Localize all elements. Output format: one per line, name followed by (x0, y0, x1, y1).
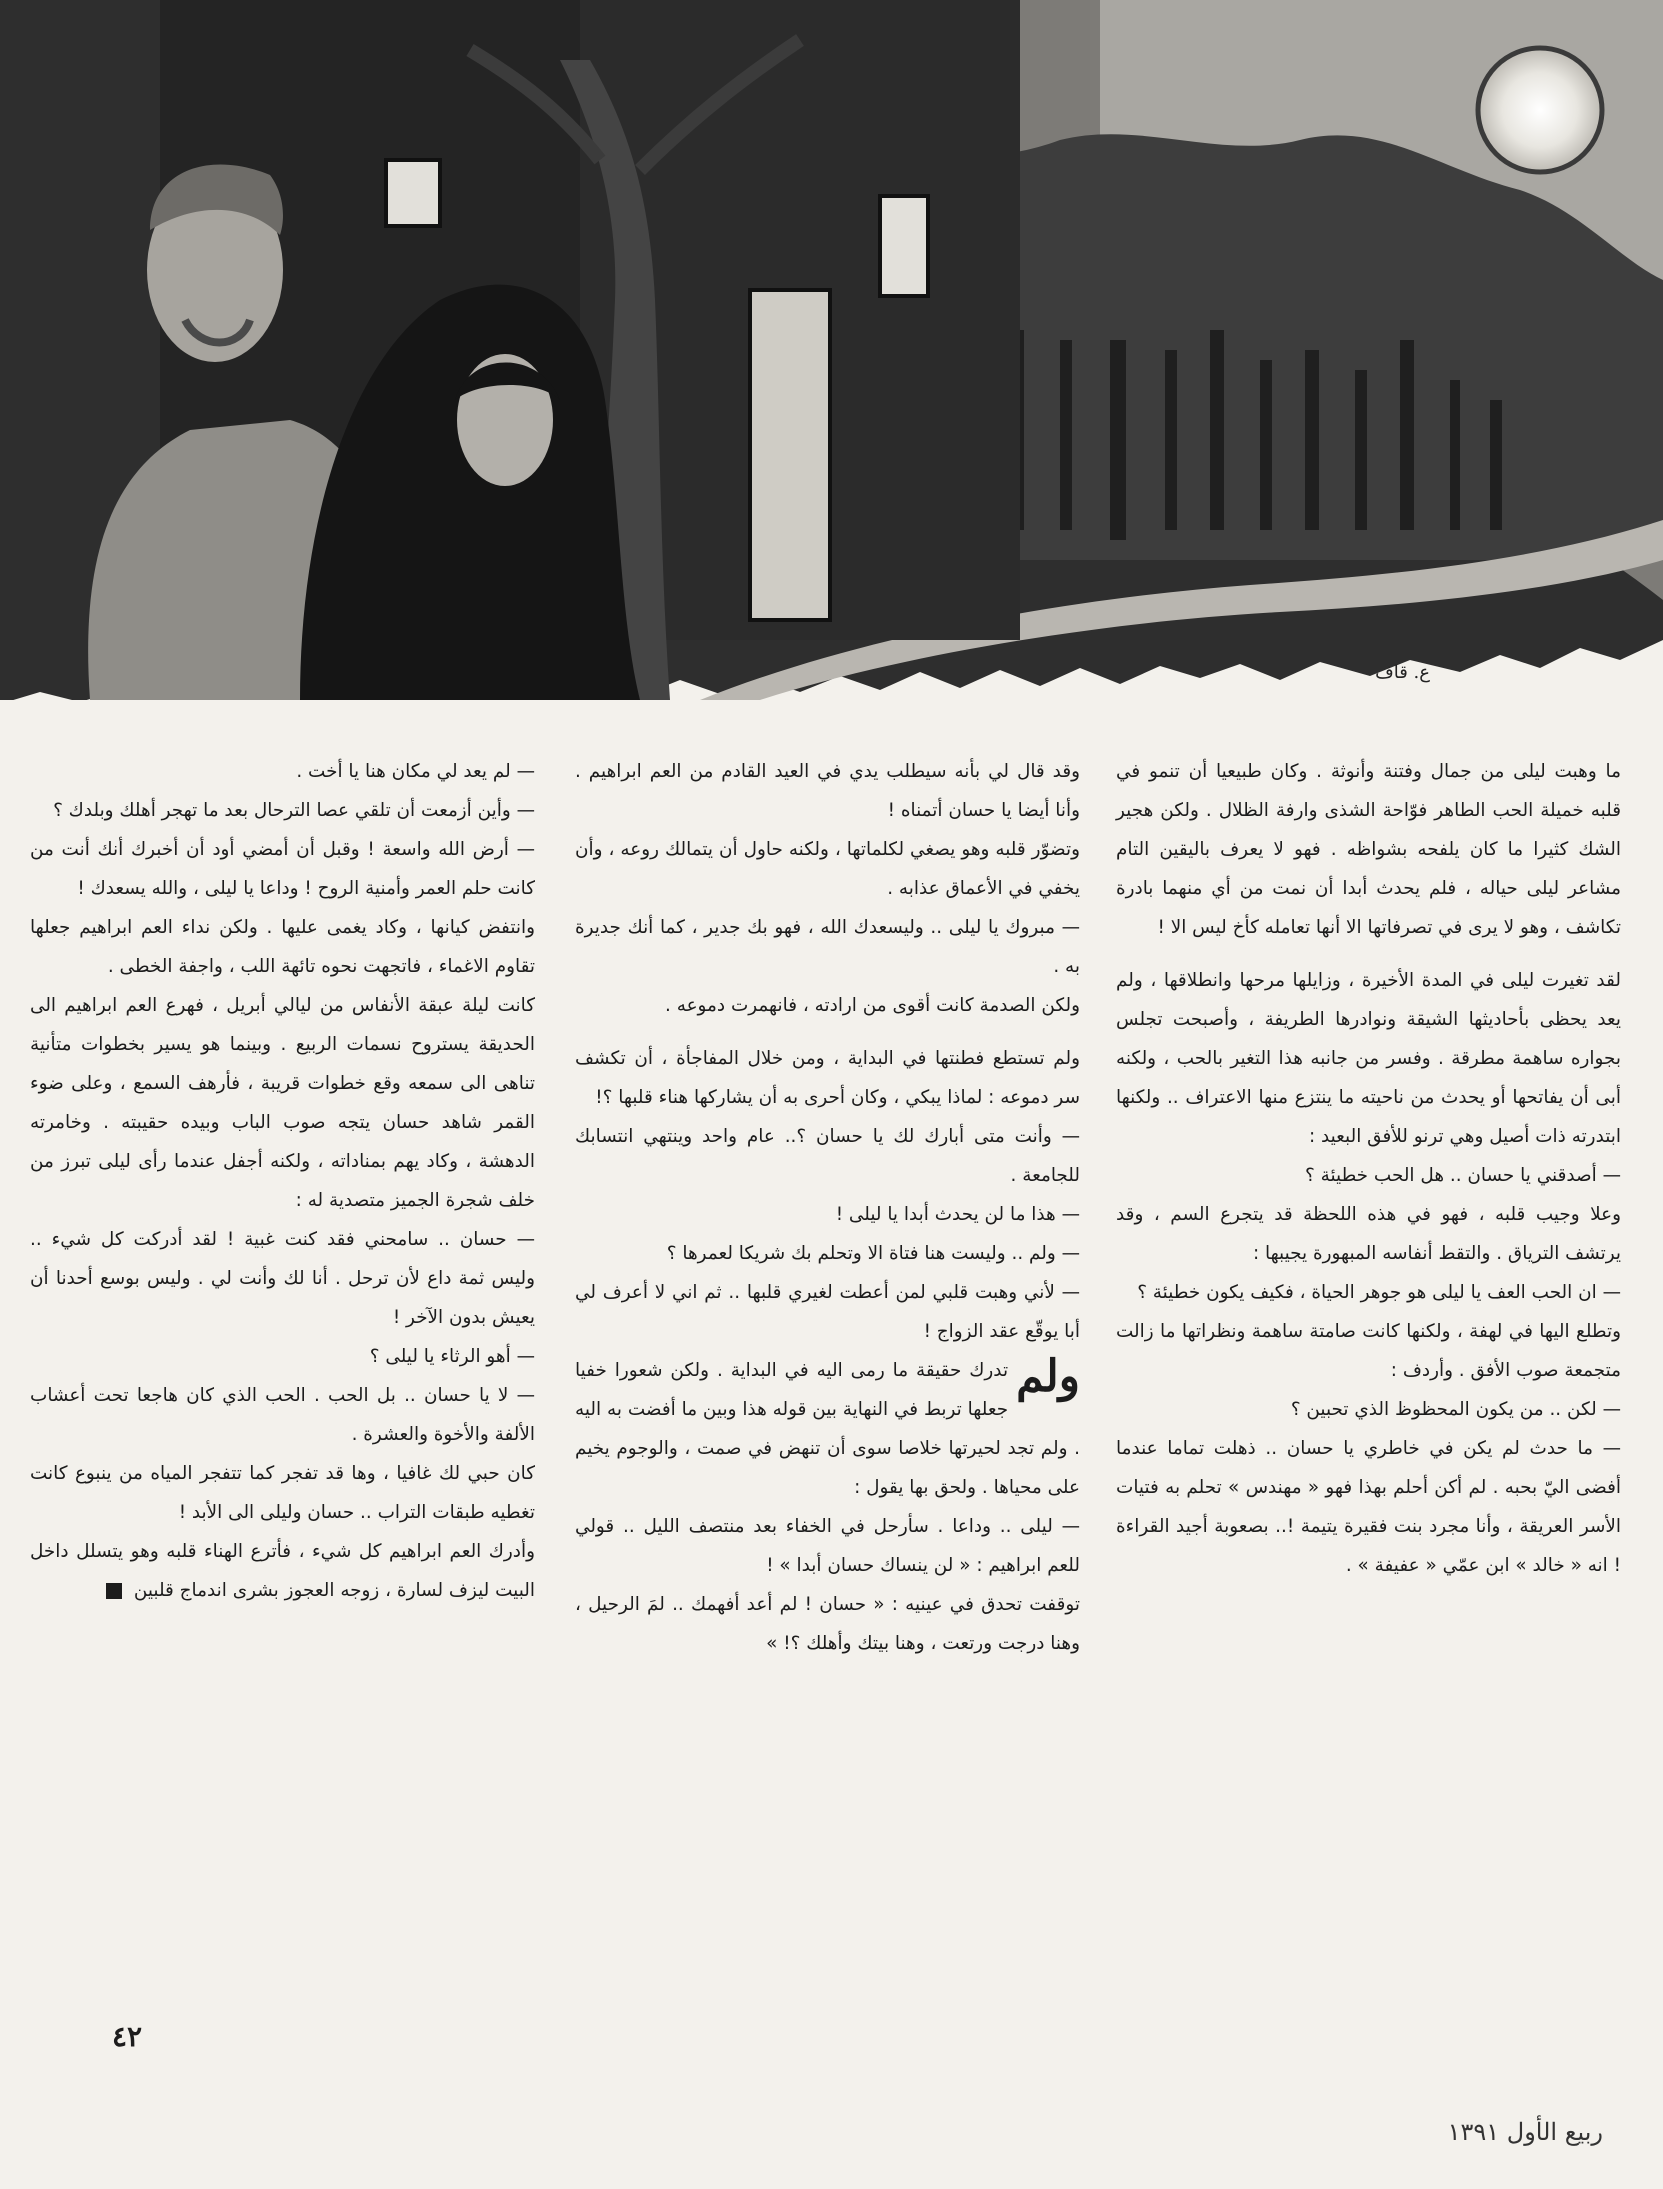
paragraph: لقد تغيرت ليلى في المدة الأخيرة ، وزايلها مرحها وانطلاقها ، ولم يعد يحظى بأحاديثها الشيقة ونوادرها الطريفة ، وأصبحت تجلس بجواره ساهمة مطرقة . وفسر من جانبه هذا التغير بالحب ، ولكنه أبى أن يفاتحها أو يحدث من ناحيته ما ينتزع منها الاعتراف .. ولكنها ابتدرته ذات أصيل وهي ترنو للأفق البعيد : (1116, 970, 1621, 1147)
paragraph: توقفت تحدق في عينيه : « حسان ! لم أعد أفهمك .. لمَ الرحيل ، وهنا درجت ورتعت ، وهنا بيتك وأهلك ؟! » (575, 1594, 1080, 1654)
article-column-right (1116, 752, 1621, 1585)
dialogue-line: — لكن .. من يكون المحظوظ الذي تحبين ؟ (1116, 1390, 1621, 1429)
dialogue-line: — ليلى .. وداعا . سأرحل في الخفاء بعد منتصف الليل .. قولي للعم ابراهيم : « لن ينساك حسان أبدا » ! (575, 1507, 1080, 1585)
paragraph: ولم تستطع فطنتها في البداية ، ومن خلال المفاجأة ، أن تكشف سر دموعه : لماذا يبكي ، وكان أحرى به أن يشاركها هناء قلبها ؟! (575, 1048, 1080, 1108)
dialogue-line: — حسان .. سامحني فقد كنت غبية ! لقد أدركت كل شيء .. وليس ثمة داع لأن ترحل . أنا لك وأنت لي . وليس بوسع أحدنا أن يعيش بدون الآخر ! (30, 1220, 535, 1337)
dialogue-line: — لأني وهبت قلبي لمن أعطت لغيري قلبها .. ثم اني لا أعرف لي أبا يوقّع عقد الزواج ! (575, 1273, 1080, 1351)
dialogue-line: — ولم .. وليست هنا فتاة الا وتحلم بك شريكا لعمرها ؟ (575, 1234, 1080, 1273)
story-illustration (0, 0, 1663, 700)
dialogue-line: — أهو الرثاء يا ليلى ؟ (30, 1337, 535, 1376)
dialogue-line: — هذا ما لن يحدث أبدا يا ليلى ! (575, 1195, 1080, 1234)
dialogue-line: — لا يا حسان .. بل الحب . الحب الذي كان هاجعا تحت أعشاب الألفة والأخوة والعشرة . (30, 1376, 535, 1454)
paragraph: وعلا وجيب قلبه ، فهو في هذه اللحظة قد يتجرع السم ، وقد يرتشف الترياق . والتقط أنفاسه المبهورة يجيبها : (1116, 1204, 1621, 1264)
end-of-article-mark (106, 1583, 122, 1599)
dialogue-line: — ما حدث لم يكن في خاطري يا حسان .. ذهلت تماما عندما أفضى اليّ بحبه . لم أكن أحلم بهذا فهو « مهندس » تحلم به فتيات الأسر العريقة ، وأنا مجرد بنت فقيرة يتيمة !.. بصعوبة أجيد القراءة ! انه « خالد » ابن عمّي « عفيفة » . (1116, 1429, 1621, 1585)
paragraph: كانت ليلة عبقة الأنفاس من ليالي أبريل ، فهرع العم ابراهيم الى الحديقة يستروح نسمات الربيع . وبينما هو يسير بخطوات متأنية تناهى الى سمعه وقع خطوات قريبة ، فأرهف السمع ، وعلى ضوء القمر شاهد حسان يتجه صوب الباب وبيده حقيبته . وخامرته الدهشة ، وكاد يهم بمناداته ، ولكنه أجفل عندما رأى ليلى تبرز من خلف شجرة الجميز متصدية له : (30, 995, 535, 1211)
paragraph: ما وهبت ليلى من جمال وفتنة وأنوثة . وكان طبيعيا أن تنمو في قلبه خميلة الحب الطاهر فوّاحة الشذى وارفة الظلال . ولكن هجير الشك كثيرا ما كان يلفحه بشواظه . فهو لا يعرف باليقين التام مشاعر ليلى حياله ، فلم يحدث أبدا أن نمت من أي منهما بادرة تكاشف ، وهو لا يرى في تصرفاتها الا أنها تعامله كأخ ليس الا ! (1116, 761, 1621, 938)
drop-cap: ولم (1016, 1351, 1080, 1402)
dialogue-line: — وأين أزمعت أن تلقي عصا الترحال بعد ما تهجر أهلك وبلدك ؟ (30, 791, 535, 830)
paragraph: تدرك حقيقة ما رمى اليه في البداية . ولكن شعورا خفيا جعلها تربط في النهاية بين قوله هذا وبين ما أفضت به اليه . ولم تجد لحيرتها خلاصا سوى أن تنهض في صمت ، والوجوم يخيم على محياها . ولحق بها يقول : (575, 1360, 1080, 1498)
paragraph: وأدرك العم ابراهيم كل شيء ، فأترع الهناء قلبه وهو يتسلل داخل البيت ليزف لسارة ، زوجه العجوز بشرى اندماج قلبين (30, 1541, 535, 1601)
dialogue-line: — مبروك يا ليلى .. وليسعدك الله ، فهو بك جدير ، كما أنك جديرة به . (575, 908, 1080, 986)
paragraph: وتضوّر قلبه وهو يصغي لكلماتها ، ولكنه حاول أن يتمالك روعه ، وأن يخفي في الأعماق عذابه . (575, 839, 1080, 899)
paragraph: وتطلع اليها في لهفة ، ولكنها كانت صامتة ساهمة ونظراتها ما زالت متجمعة صوب الأفق . وأردف : (1116, 1321, 1621, 1381)
illustration-signature: ع. قاف (1375, 662, 1430, 683)
paragraph: كان حبي لك غافيا ، وها قد تفجر كما تتفجر المياه من ينبوع كانت تغطيه طبقات التراب .. حسان وليلى الى الأبد ! (30, 1463, 535, 1523)
article-column-left (30, 752, 535, 1610)
dialogue-line: — وأنت متى أبارك لك يا حسان ؟.. عام واحد وينتهي انتسابك للجامعة . (575, 1117, 1080, 1195)
dialogue-line: — أرض الله واسعة ! وقبل أن أمضي أود أن أخبرك أنك أنت من كانت حلم العمر وأمنية الروح ! وداعا يا ليلى ، والله يسعدك ! (30, 830, 535, 908)
dialogue-line: — أصدقني يا حسان .. هل الحب خطيئة ؟ (1116, 1156, 1621, 1195)
dialogue-line: — لم يعد لي مكان هنا يا أخت . (30, 752, 535, 791)
article-column-middle (575, 752, 1080, 1663)
issue-date: ربيع الأول ١٣٩١ (1447, 2118, 1603, 2146)
page-number: ٤٢ (112, 2020, 143, 2053)
paragraph: وانتفض كيانها ، وكاد يغمى عليها . ولكن نداء العم ابراهيم جعلها تقاوم الاغماء ، فاتجهت نحوه تائهة اللب ، واجفة الخطى . (30, 917, 535, 977)
dialogue-line: — ان الحب العف يا ليلى هو جوهر الحياة ، فكيف يكون خطيئة ؟ (1116, 1273, 1621, 1312)
paragraph: ولكن الصدمة كانت أقوى من ارادته ، فانهمرت دموعه . (665, 995, 1080, 1016)
paragraph: وقد قال لي بأنه سيطلب يدي في العيد القادم من العم ابراهيم . وأنا أيضا يا حسان أتمناه ! (575, 761, 1080, 821)
